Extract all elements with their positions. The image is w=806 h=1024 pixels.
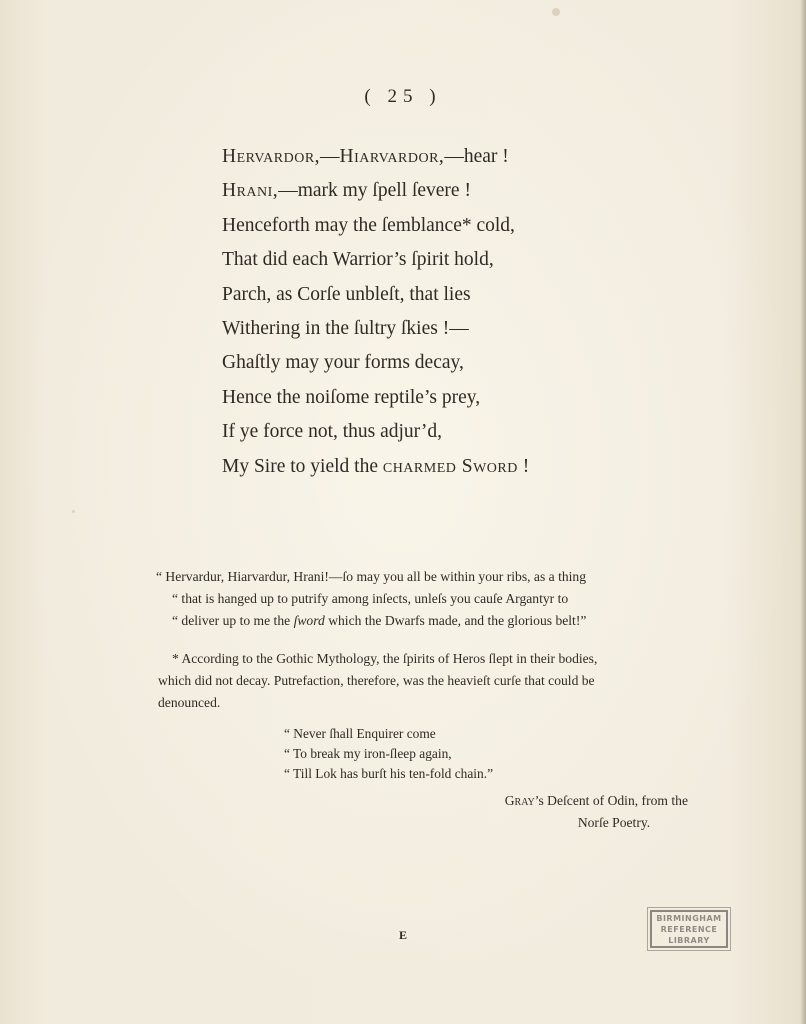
paper-spot (72, 510, 75, 513)
footnote-quote (156, 566, 686, 632)
verse-line: “ To break my iron-ſleep again, (284, 746, 452, 761)
footnote-quote-line: “ Hervardur, Hiarvardur, Hrani!—ſo may you all be within your ribs, as a thing (156, 569, 587, 584)
footnote-line: which did not decay. Putrefaction, therefore, was the heavieſt curſe that could be (158, 673, 595, 688)
attribution-line: Norſe Poetry. (577, 815, 651, 830)
stamp-line: LIBRARY (668, 936, 710, 945)
poem-line: Parch, as Corſe unbleſt, that lies (222, 283, 471, 305)
signature-mark: E (398, 928, 407, 942)
footnote-line: * According to the Gothic Mythology, the ſpirits of Heros ſlept in their bodies, (172, 651, 598, 666)
library-stamp (650, 910, 728, 948)
verse-line: “ Never ſhall Enquirer come (284, 726, 436, 741)
poem-line: Hervardor,—Hiarvardor,—hear ! (222, 146, 509, 167)
poem-line: Ghaſtly may your forms decay, (222, 352, 464, 374)
footnote-line: denounced. (158, 695, 221, 710)
footnote-mythology (158, 648, 684, 714)
footnote-quote-line: “ deliver up to me the ſword which the Dwarfs made, and the glorious belt!” (172, 613, 587, 628)
attribution (464, 790, 688, 834)
stamp-line: BIRMINGHAM (656, 914, 722, 923)
quoted-verse (284, 724, 493, 784)
poem-stanza (222, 140, 642, 484)
footnote-quote-line: “ that is hanged up to putrify among inſects, unleſs you cauſe Argantyr to (172, 591, 569, 606)
poem-line: Hrani,—mark my ſpell ſevere ! (222, 180, 471, 202)
paper-spot (552, 8, 560, 16)
italic-word: ſword (293, 613, 325, 628)
poem-line: Hence the noiſome reptile’s prey, (222, 386, 481, 408)
poem-line: Henceforth may the ſemblance* cold, (222, 214, 515, 236)
page-edge-shadow (800, 0, 806, 1024)
poem-line: Withering in the ſultry ſkies !— (222, 317, 469, 339)
stamp-line: REFERENCE (660, 925, 718, 934)
page-number: ( 25 ) (364, 86, 442, 107)
poem-line: If ye force not, thus adjur’d, (222, 421, 443, 443)
attribution-line: Gray’s Deſcent of Odin, from the (504, 793, 688, 808)
poem-line: My Sire to yield the charmed Sword ! (222, 455, 530, 477)
poem-line: That did each Warrior’s ſpirit hold, (222, 249, 494, 271)
verse-line: “ Till Lok has burſt his ten-fold chain.” (284, 766, 494, 781)
